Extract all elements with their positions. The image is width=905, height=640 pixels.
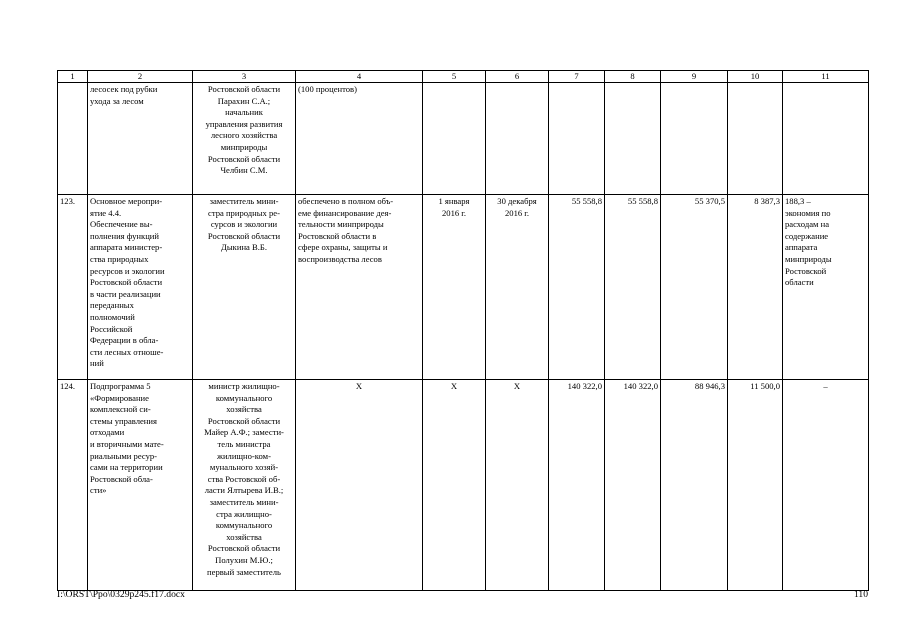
value-col-8: 55 558,8	[605, 195, 661, 380]
column-header: 6	[486, 71, 549, 83]
responsible-executor: министр жилищно- коммунального хозяйства Ростовской области Майер А.Ф.; замести- тель министра жилищно-ком- мунального хозяй- ства Ростовской об- ласти Ялтырева И.В.; заместитель мини- стра жилищно- коммунального хозяйства Ростовской области Полухин М.Ю.; первый заместитель	[193, 380, 296, 591]
row-number: 123.	[58, 195, 88, 380]
value-col-10	[728, 83, 783, 195]
start-date	[423, 83, 486, 195]
value-col-10: 11 500,0	[728, 380, 783, 591]
note	[783, 83, 869, 195]
measure-name: Основное меропри- ятие 4.4. Обеспечение вы- полнения функций аппарата министер- ства природных ресурсов и экологии Ростовской области в части реализации переданных полномочий Российской Федерации в обла- сти лесных отноше- ний	[88, 195, 193, 380]
value-col-9: 55 370,5	[661, 195, 728, 380]
note: 188,3 – экономия по расходам на содержание аппарата минприроды Ростовской области	[783, 195, 869, 380]
column-header: 1	[58, 71, 88, 83]
column-header: 10	[728, 71, 783, 83]
value-col-8: 140 322,0	[605, 380, 661, 591]
column-header: 4	[296, 71, 423, 83]
measure-name: лесосек под рубки ухода за лесом	[88, 83, 193, 195]
value-col-9	[661, 83, 728, 195]
column-header: 7	[549, 71, 605, 83]
responsible-executor: Ростовской области Парахин С.А.; начальник управления развития лесного хозяйства минприроды Ростовской области Челбин С.М.	[193, 83, 296, 195]
value-col-9: 88 946,3	[661, 380, 728, 591]
measure-name: Подпрограмма 5 «Формирование комплексной си- стемы управления отходами и вторичными мате- риальными ресур- сами на территории Ростовской обла- сти»	[88, 380, 193, 591]
start-date: Х	[423, 380, 486, 591]
column-header: 3	[193, 71, 296, 83]
responsible-executor: заместитель мини- стра природных ре- сурсов и экологии Ростовской области Дыкина В.Б.	[193, 195, 296, 380]
end-date: 30 декабря 2016 г.	[486, 195, 549, 380]
column-header: 2	[88, 71, 193, 83]
column-number-row	[58, 71, 869, 83]
row-number	[58, 83, 88, 195]
end-date: Х	[486, 380, 549, 591]
file-path: I:\ORST\Ppo\0329p245.f17.docx	[57, 589, 185, 600]
start-date: 1 января 2016 г.	[423, 195, 486, 380]
expected-result: (100 процентов)	[296, 83, 423, 195]
end-date	[486, 83, 549, 195]
column-header: 9	[661, 71, 728, 83]
table-row	[58, 380, 869, 591]
column-header: 8	[605, 71, 661, 83]
row-number: 124.	[58, 380, 88, 591]
expected-result: обеспечено в полном объ- еме финансирование дея- тельности минприроды Ростовской области в сфере охраны, защиты и воспроизводства лесов	[296, 195, 423, 380]
expected-result: Х	[296, 380, 423, 591]
value-col-7: 140 322,0	[549, 380, 605, 591]
value-col-8	[605, 83, 661, 195]
note: –	[783, 380, 869, 591]
column-header: 11	[783, 71, 869, 83]
page-number: 110	[853, 589, 868, 600]
table-row	[58, 83, 869, 195]
column-header: 5	[423, 71, 486, 83]
value-col-10: 8 387,3	[728, 195, 783, 380]
value-col-7: 55 558,8	[549, 195, 605, 380]
report-table	[57, 70, 869, 591]
table-row	[58, 195, 869, 380]
value-col-7	[549, 83, 605, 195]
